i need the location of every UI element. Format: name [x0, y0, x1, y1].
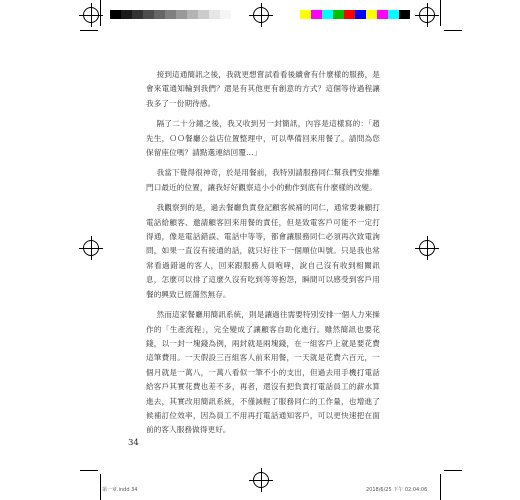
grayscale-swatch: [121, 10, 132, 19]
crop-mark: [440, 0, 441, 26]
color-swatch: [377, 10, 388, 19]
paragraph-3: 我當下覺得很神奇，於是用餐前，我特別請服務同仁幫我們安排離門口最近的位置，讓我好好觀察這小小的動作到底有什麼樣的改變。: [146, 168, 380, 192]
paragraph-1: 接到這通簡訊之後，我就更想嘗試看看後續會有什麼樣的服務，是會來電通知輪到我們？還是有其他更有創意的方式？這個等待過程讓我多了一份期待感。: [146, 70, 380, 108]
registration-mark-top-center: [253, 7, 269, 23]
grayscale-swatch: [110, 10, 121, 19]
color-swatch: [388, 10, 399, 19]
grayscale-swatch: [154, 10, 165, 19]
grayscale-swatch: [165, 10, 176, 19]
color-swatch: [300, 10, 311, 19]
registration-mark-left-middle: [83, 240, 99, 256]
registration-mark-top-right: [419, 7, 435, 23]
registration-mark-bottom-center: [253, 472, 269, 488]
grayscale-swatch: [198, 10, 209, 19]
color-swatch: [311, 10, 322, 19]
crop-mark: [444, 470, 462, 471]
color-swatch: [366, 10, 377, 19]
grayscale-swatch: [220, 10, 231, 19]
crop-mark: [100, 474, 101, 500]
grayscale-swatch: [143, 10, 154, 19]
slug-filename: 第一章.indd 34: [102, 487, 138, 493]
color-swatch: [333, 10, 344, 19]
grayscale-swatch: [187, 10, 198, 19]
body-text: [146, 68, 380, 444]
color-swatch: [322, 10, 333, 19]
paragraph-5: 然而這家餐廳用簡訊系統，則是讓過往需要特別安排一個人力來操作的「生產流程」，完全變成了讓顧客自助化進行。雖然簡訊也要花錢，以一封一塊錢為例，兩封就是兩塊錢，在一組客戶上就是要花費這筆費用。一天假設三百組客人前來用餐，一天就是花費六百元，一個月就是一萬八，一萬八看似一筆不小的支出，但過去用手機打電話給客戶其實花費也差不多，再者，還沒有把負責打電話員工的薪水算進去，其實改用簡訊系統，不僅減輕了服務同仁的工作量，也增進了候補訂位效率，因為員工不用再打電話通知客戶，可以更快速把在面前的客人服務做得更好。: [146, 310, 380, 435]
color-bar-right: [300, 10, 421, 19]
crop-mark: [80, 470, 98, 471]
crop-mark: [80, 30, 98, 31]
registration-mark-right-middle: [419, 240, 435, 256]
crop-mark: [100, 0, 101, 26]
page-number: 34: [128, 438, 139, 448]
crop-mark: [440, 474, 441, 500]
registration-mark-top-left: [83, 7, 99, 23]
slug-timestamp: 2018/6/25 下午 02:04:06: [366, 487, 428, 493]
color-swatch: [344, 10, 355, 19]
grayscale-swatch: [132, 10, 143, 19]
color-swatch: [399, 10, 410, 19]
color-bar-left: [110, 10, 231, 19]
paragraph-4: 我觀察到的是，過去餐廳負責登記顧客候補的同仁，通常要兼顧打電話給顧客、邀請顧客回來用餐的責任，但是致電客戶可能不一定打得通，像是電話錯誤、電話中等等，都會讓服務同仁必須再次致電詢問，如果一直沒有接通的話，就只好往下一個順位叫號。只是我也常常看過錯過的客人，回來跟服務人員咆哮，說自己沒有收到相關訊息，怎麼可以排了這麼久沒有吃到等等抱怨，瞬間可以感受到客戶用餐的興致已經蕩然無存。: [146, 203, 380, 299]
crop-mark: [444, 30, 462, 31]
grayscale-swatch: [176, 10, 187, 19]
grayscale-swatch: [209, 10, 220, 19]
color-swatch: [355, 10, 366, 19]
paragraph-2: 隔了二十分鐘之後，我又收到另一封簡訊，內容是這樣寫的：「趙先生，ＯＯ餐廳公益店位置整理中，可以準備回來用餐了。請問為您保留座位嗎？請點選連結回覆…」: [146, 119, 380, 158]
